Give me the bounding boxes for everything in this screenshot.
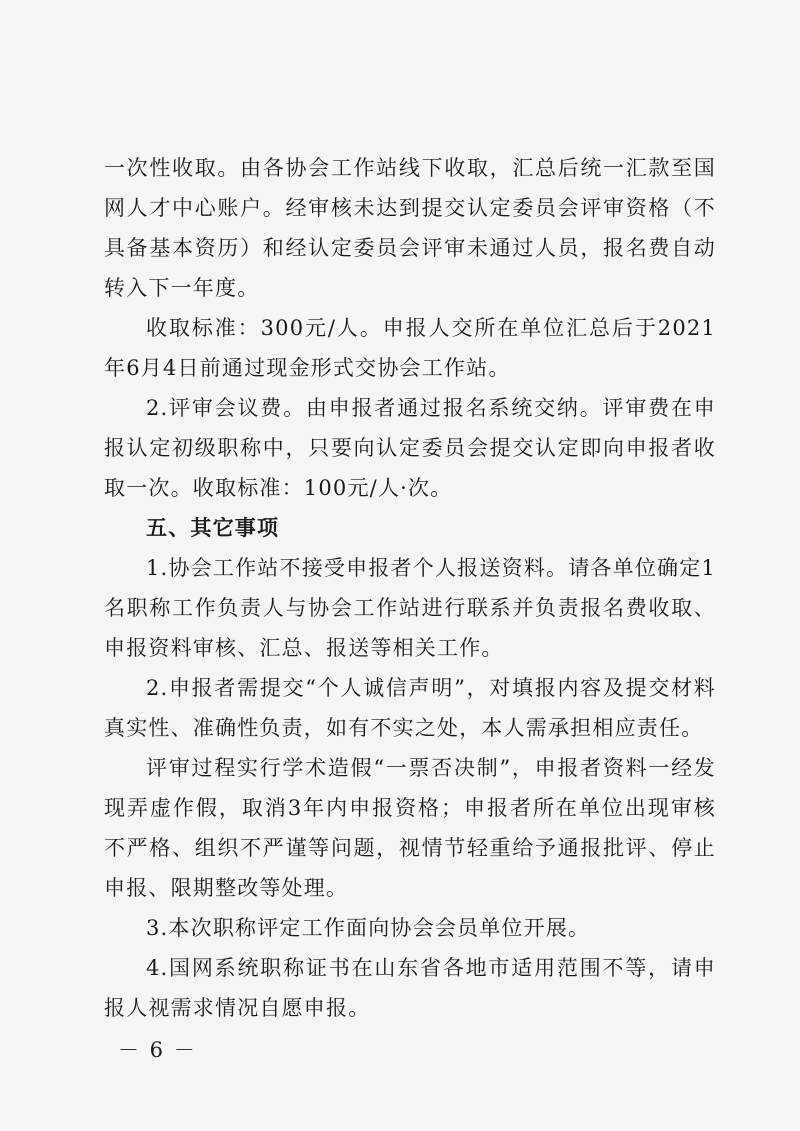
paragraph-review-fee: 2.评审会议费。由申报者通过报名系统交纳。评审费在申报认定初级职称中，只要向认定委员会提交认定即向申报者收取一次。收取标准：100元/人·次。: [104, 396, 716, 500]
paragraph-fee-standard: 收取标准：300元/人。申报人交所在单位汇总后于2021年6月4日前通过现金形式交协会工作站。: [104, 316, 716, 380]
paragraph-item-2: 2.申报者需提交“个人诚信声明”，对填报内容及提交材料真实性、准确性负责，如有不实之处，本人需承担相应责任。: [104, 676, 716, 740]
paragraph-item-1: 1.协会工作站不接受申报者个人报送资料。请各单位确定1名职称工作负责人与协会工作站进行联系并负责报名费收取、申报资料审核、汇总、报送等相关工作。: [104, 556, 716, 660]
paragraph-continuation: 一次性收取。由各协会工作站线下收取，汇总后统一汇款至国网人才中心账户。经审核未达到提交认定委员会评审资格（不具备基本资历）和经认定委员会评审未通过人员，报名费自动转入下一年度。: [104, 156, 716, 300]
page-content: [104, 148, 716, 1028]
paragraph-item-4: 4.国网系统职称证书在山东省各地市适用范围不等，请申报人视需求情况自愿申报。: [104, 956, 716, 1020]
paragraph-item-2-detail: 评审过程实行学术造假“一票否决制”，申报者资料一经发现弄虚作假，取消3年内申报资格；申报者所在单位出现审核不严格、组织不严谨等问题，视情节轻重给予通报批评、停止申报、限期整改等处理。: [104, 756, 716, 900]
section-heading: 五、其它事项: [146, 516, 280, 540]
paragraph-item-3: 3.本次职称评定工作面向协会会员单位开展。: [146, 916, 591, 940]
page-number: － 6 －: [118, 1038, 197, 1062]
